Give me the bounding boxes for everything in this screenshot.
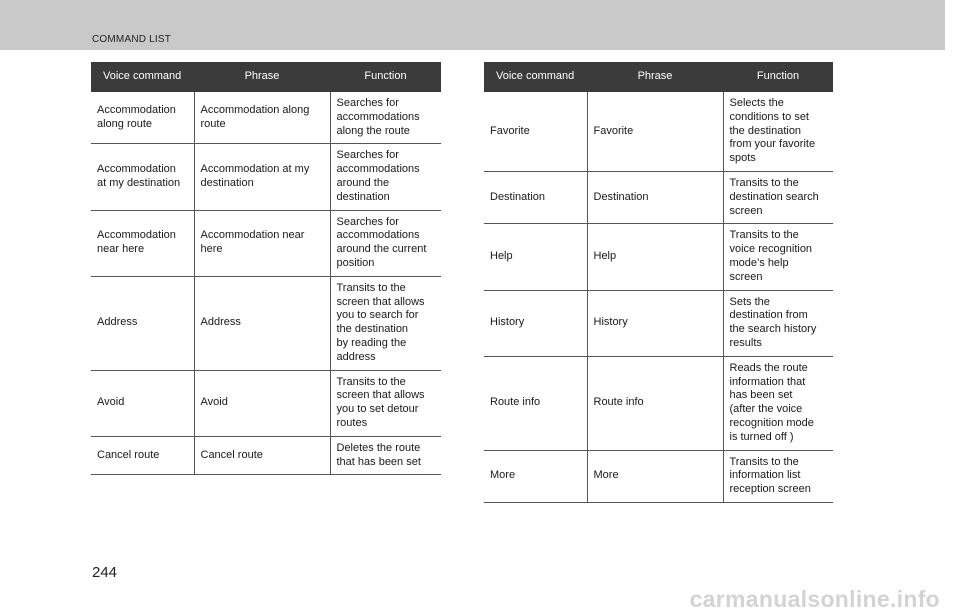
voice-command-cell: Address xyxy=(91,276,194,370)
phrase-cell: Favorite xyxy=(587,92,723,171)
header-bar xyxy=(0,0,945,50)
page-number: 244 xyxy=(92,564,118,581)
phrase-cell: More xyxy=(587,450,723,502)
voice-command-cell: Accommodation along route xyxy=(91,92,194,144)
voice-command-cell: Avoid xyxy=(91,370,194,436)
table-row xyxy=(484,224,833,290)
table-row xyxy=(484,450,833,502)
function-cell: Deletes the route that has been set xyxy=(330,436,441,475)
voice-command-cell: Cancel route xyxy=(91,436,194,475)
function-cell: Searches for accommodations around the destination xyxy=(330,144,441,210)
table-row xyxy=(484,92,833,171)
table-row xyxy=(484,171,833,223)
table-row xyxy=(91,436,441,475)
voice-command-cell: Favorite xyxy=(484,92,587,171)
column-header-phrase: Phrase xyxy=(194,62,330,92)
phrase-cell: Route info xyxy=(587,356,723,450)
function-cell: Searches for accommodations around the current position xyxy=(330,210,441,276)
voice-command-cell: Accommodation near here xyxy=(91,210,194,276)
phrase-cell: History xyxy=(587,290,723,356)
column-header-phrase: Phrase xyxy=(587,62,723,92)
phrase-cell: Address xyxy=(194,276,330,370)
command-table-right xyxy=(484,62,833,503)
function-cell: Selects the conditions to set the destination from your favorite spots xyxy=(723,92,833,171)
table-row xyxy=(484,290,833,356)
table-header-row xyxy=(91,62,441,92)
voice-command-cell: History xyxy=(484,290,587,356)
table-row xyxy=(91,370,441,436)
function-cell: Transits to the destination search screen xyxy=(723,171,833,223)
function-cell: Sets the destination from the search history results xyxy=(723,290,833,356)
function-cell: Reads the route information that has been set (after the voice recognition mode is turned off ) xyxy=(723,356,833,450)
phrase-cell: Cancel route xyxy=(194,436,330,475)
phrase-cell: Destination xyxy=(587,171,723,223)
function-cell: Transits to the information list reception screen xyxy=(723,450,833,502)
phrase-cell: Avoid xyxy=(194,370,330,436)
watermark: carmanualsonline.info xyxy=(689,586,940,612)
phrase-cell: Help xyxy=(587,224,723,290)
voice-command-cell: More xyxy=(484,450,587,502)
phrase-cell: Accommodation near here xyxy=(194,210,330,276)
column-header-function: Function xyxy=(723,62,833,92)
table-row xyxy=(484,356,833,450)
phrase-cell: Accommodation along route xyxy=(194,92,330,144)
function-cell: Transits to the screen that allows you to set detour routes xyxy=(330,370,441,436)
function-cell: Searches for accommodations along the route xyxy=(330,92,441,144)
table-row xyxy=(91,210,441,276)
table-header-row xyxy=(484,62,833,92)
command-table-left xyxy=(91,62,441,475)
table-row xyxy=(91,144,441,210)
function-cell: Transits to the voice recognition mode’s help screen xyxy=(723,224,833,290)
voice-command-cell: Route info xyxy=(484,356,587,450)
function-cell: Transits to the screen that allows you to search for the destination by reading the address xyxy=(330,276,441,370)
column-header-function: Function xyxy=(330,62,441,92)
table-row xyxy=(91,92,441,144)
voice-command-cell: Accommodation at my destination xyxy=(91,144,194,210)
voice-command-cell: Help xyxy=(484,224,587,290)
section-title: COMMAND LIST xyxy=(92,34,172,45)
voice-command-cell: Destination xyxy=(484,171,587,223)
column-header-voice-command: Voice command xyxy=(484,62,587,92)
table-row xyxy=(91,276,441,370)
column-header-voice-command: Voice command xyxy=(91,62,194,92)
phrase-cell: Accommodation at my destination xyxy=(194,144,330,210)
